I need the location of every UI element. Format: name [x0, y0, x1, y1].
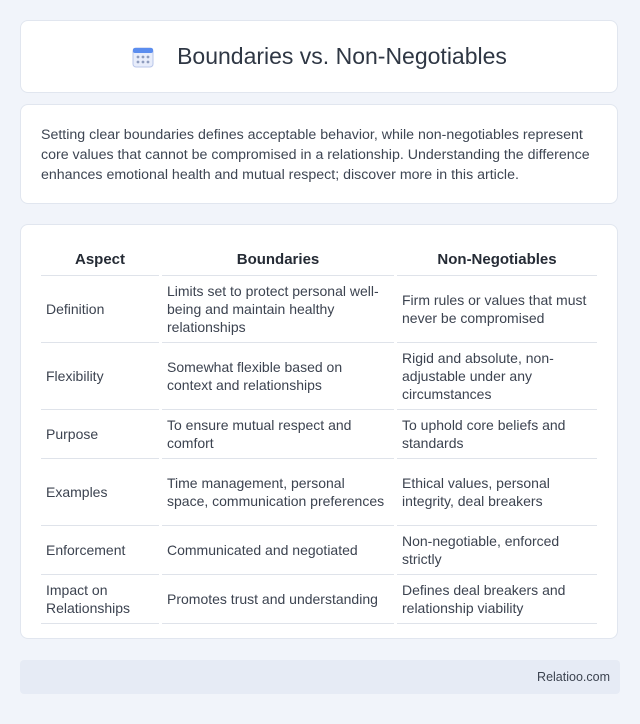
intro-card	[20, 104, 618, 204]
table-cell-aspect: Purpose	[41, 410, 159, 459]
footer	[20, 660, 620, 694]
table-cell-non-negotiables: Ethical values, personal integrity, deal breakers	[397, 459, 597, 526]
table-row	[41, 526, 597, 575]
column-header-non-negotiables: Non-Negotiables	[397, 243, 597, 276]
table-cell-aspect: Impact on Relationships	[41, 575, 159, 624]
table-row	[41, 343, 597, 410]
table-cell-boundaries: Limits set to protect personal well-being and maintain healthy relationships	[162, 276, 394, 343]
table-cell-non-negotiables: Defines deal breakers and relationship viability	[397, 575, 597, 624]
table-cell-boundaries: Time management, personal space, communication preferences	[162, 459, 394, 526]
table-cell-aspect: Flexibility	[41, 343, 159, 410]
table-header-row	[41, 243, 597, 276]
table-cell-non-negotiables: Non-negotiable, enforced strictly	[397, 526, 597, 575]
table-cell-non-negotiables: Rigid and absolute, non-adjustable under any circumstances	[397, 343, 597, 410]
page-title: Boundaries vs. Non-Negotiables	[177, 43, 507, 69]
column-header-boundaries: Boundaries	[162, 243, 394, 276]
table-cell-boundaries: Promotes trust and understanding	[162, 575, 394, 624]
comparison-table	[38, 243, 600, 624]
table-row	[41, 410, 597, 459]
table-cell-aspect: Definition	[41, 276, 159, 343]
calendar-grid-icon	[131, 45, 155, 69]
column-header-aspect: Aspect	[41, 243, 159, 276]
table-cell-non-negotiables: To uphold core beliefs and standards	[397, 410, 597, 459]
footer-brand: Relatioo.com	[537, 670, 610, 684]
table-cell-boundaries: To ensure mutual respect and comfort	[162, 410, 394, 459]
table-cell-non-negotiables: Firm rules or values that must never be compromised	[397, 276, 597, 343]
table-row	[41, 459, 597, 526]
table-cell-aspect: Examples	[41, 459, 159, 526]
table-row	[41, 575, 597, 624]
table-row	[41, 276, 597, 343]
table-cell-aspect: Enforcement	[41, 526, 159, 575]
comparison-table-card	[20, 224, 618, 639]
intro-text: Setting clear boundaries defines acceptable behavior, while non-negotiables represent core values that cannot be compromised in a relationship. Understanding the difference enhances emotional health and mutual respect; discover more in this article.	[41, 127, 590, 183]
table-cell-boundaries: Somewhat flexible based on context and relationships	[162, 343, 394, 410]
title-card	[20, 20, 618, 93]
table-cell-boundaries: Communicated and negotiated	[162, 526, 394, 575]
